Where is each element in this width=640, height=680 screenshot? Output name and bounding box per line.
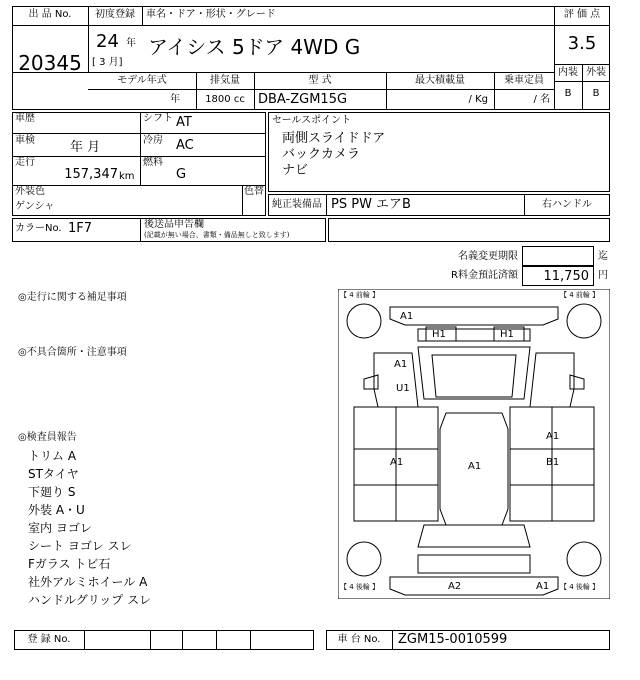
exterior-grade: B <box>592 88 600 99</box>
rear-window <box>418 525 530 547</box>
registration-label: 登 録 No. <box>27 634 71 645</box>
car-name: アイシス 5ドア 4WD G <box>148 35 361 59</box>
inspector-report-label: ◎検査員報告 <box>18 432 77 443</box>
inspector-item: 下廻り S <box>28 485 76 499</box>
inspection-value: 年 月 <box>70 140 101 155</box>
mark-front-h1-right: H1 <box>500 329 514 340</box>
fuel-value: G <box>176 167 187 182</box>
first-reg-year: 24 <box>96 31 119 52</box>
wheel-front-left <box>347 304 381 338</box>
sales-point-label: セールスポイント <box>272 115 352 126</box>
inspector-item: 室内 ヨゴレ <box>28 521 92 535</box>
color-no-value: 1F7 <box>68 221 93 236</box>
mileage-value: 157,347 <box>64 167 118 182</box>
ac-value: AC <box>176 138 194 153</box>
mark-door-left: A1 <box>390 457 404 468</box>
inspector-item: 外装 A・U <box>28 503 85 517</box>
grade-label: 評 価 点 <box>563 9 601 20</box>
chassis-number: ZGM15-0010599 <box>398 632 508 647</box>
max-load-value: / Kg <box>468 94 488 105</box>
interior-grade: B <box>564 88 572 99</box>
front-fender-right <box>530 353 574 407</box>
shift-label: シフト <box>143 113 173 124</box>
first-reg-label: 初度登録 <box>95 9 135 20</box>
inspector-item: トリム A <box>28 449 77 463</box>
recycle-unit: 円 <box>598 270 608 281</box>
first-reg-month: [ 3 月] <box>92 57 123 68</box>
first-reg-year-unit: 年 <box>126 38 136 49</box>
name-change-value <box>522 246 594 266</box>
history-label: 車歴 <box>15 113 35 124</box>
docs-note: (記載が無い場合、書類・備品無しと致します) <box>144 231 290 239</box>
defect-notes-label: ◎不具合箇所・注意事項 <box>18 347 127 358</box>
windshield <box>432 355 516 397</box>
name-change-label: 名義変更期限 <box>458 251 518 262</box>
mark-front-bumper: A1 <box>400 311 414 322</box>
tire-front-left-label: 【 4 前輪 】 <box>340 291 380 299</box>
shift-value: AT <box>176 115 192 130</box>
recycle-label: R料金預託済額 <box>451 270 518 281</box>
inspector-item: STタイヤ <box>28 467 79 481</box>
capacity-label: 乗車定員 <box>504 75 544 86</box>
car-name-label: 車名・ドア・形状・グレード <box>146 9 276 20</box>
displacement-label: 排気量 <box>210 75 240 86</box>
color-change-label: 色替 <box>244 186 264 197</box>
front-bumper <box>390 307 558 325</box>
color-label: 外装色 <box>15 186 45 197</box>
blank-right-block <box>328 218 610 242</box>
model-code-label: 型 式 <box>308 75 332 86</box>
mark-roof: A1 <box>468 461 482 472</box>
lot-number: 20345 <box>18 51 82 75</box>
overall-grade: 3.5 <box>567 33 597 54</box>
fuel-label: 燃料 <box>143 157 163 168</box>
inspector-items <box>28 447 151 609</box>
mark-fender-left-u1: U1 <box>396 383 410 394</box>
recycle-value: 11,750 <box>522 266 594 286</box>
tire-rear-left-label: 【 4 後輪 】 <box>340 583 380 591</box>
mileage-unit: km <box>119 171 135 182</box>
sales-point-1: 両側スライドドア <box>282 131 386 146</box>
chassis-label: 車 台 No. <box>337 634 381 645</box>
inspector-item: シート ヨゴレ スレ <box>28 539 132 553</box>
color-value: ゲンシャ <box>15 201 55 212</box>
damage-diagram <box>338 289 610 599</box>
inspector-item: 社外アルミホイール A <box>28 575 148 589</box>
model-code-value: DBA-ZGM15G <box>258 92 348 107</box>
mark-front-h1-left: H1 <box>432 329 446 340</box>
sales-point-2: バックカメラ <box>282 147 361 162</box>
wheel-front-right <box>567 304 601 338</box>
mark-rear-bumper-a2: A2 <box>448 581 462 592</box>
driving-notes-label: ◎走行に関する補足事項 <box>18 292 127 303</box>
rear-gate <box>418 555 530 573</box>
tire-front-right-label: 【 4 前輪 】 <box>560 291 600 299</box>
rear-bumper <box>390 577 558 595</box>
max-load-label: 最大積載量 <box>415 75 465 86</box>
docs-label: 後送品申告欄 <box>144 219 204 230</box>
inspection-label: 車検 <box>15 135 35 146</box>
inspector-item: Fガラス トビ石 <box>28 557 111 571</box>
mark-fender-left-a1: A1 <box>394 359 408 370</box>
model-year-label: モデル年式 <box>117 75 167 86</box>
interior-grade-label: 内装 <box>558 67 578 78</box>
ac-label: 冷房 <box>143 135 163 146</box>
capacity-value: / 名 <box>533 94 550 105</box>
mirror-left <box>364 375 378 389</box>
handle-side: 右ハンドル <box>542 199 592 210</box>
inspector-item: ハンドルグリップ スレ <box>28 593 152 607</box>
tire-rear-right-label: 【 4 後輪 】 <box>560 583 600 591</box>
color-no-label: カラーNo. <box>15 223 62 234</box>
lot-label: 出 品 No. <box>28 9 72 20</box>
mark-door-right: B1 <box>546 457 560 468</box>
exterior-grade-label: 外装 <box>586 67 606 78</box>
model-year-value: 年 <box>170 94 180 105</box>
sales-point-3: ナビ <box>282 163 309 178</box>
mark-rear-bumper-a1: A1 <box>536 581 550 592</box>
mirror-right <box>570 375 584 389</box>
wheel-rear-right <box>567 542 601 576</box>
equipment-value: PS PW エアB <box>331 197 411 212</box>
displacement-value: 1800 cc <box>205 94 245 105</box>
equipment-label: 純正装備品 <box>272 199 322 210</box>
name-change-unit: 迄 <box>598 251 608 262</box>
mileage-label: 走行 <box>15 157 35 168</box>
wheel-rear-left <box>347 542 381 576</box>
mark-door-right-upper: A1 <box>546 431 560 442</box>
